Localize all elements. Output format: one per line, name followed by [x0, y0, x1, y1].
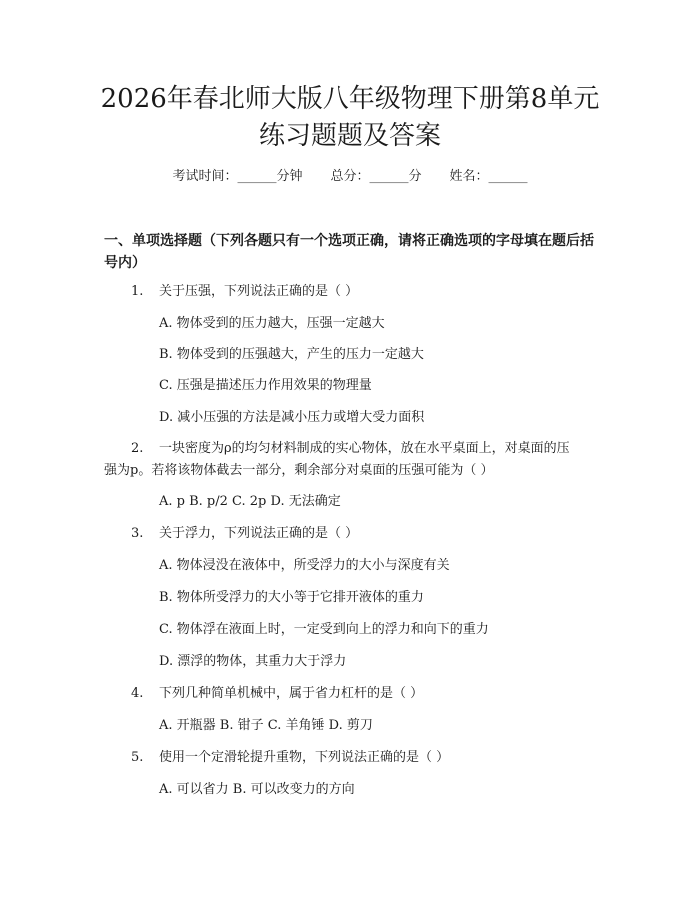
document-title-line-2: 练习题题及答案 — [258, 121, 441, 151]
question-5-stem — [131, 749, 449, 767]
exam-info-row — [0, 168, 700, 186]
question-4-stem — [131, 685, 423, 703]
question-1-option-b: B. 物体受到的压强越大，产生的压力一定越大 — [159, 347, 424, 362]
question-number: 2. — [131, 441, 144, 456]
question-3-stem — [131, 525, 358, 543]
question-1-option-c: C. 压强是描述压力作用效果的物理量 — [159, 378, 372, 393]
question-number: 4. — [131, 686, 144, 701]
section-heading-line-2: 号内） — [104, 255, 146, 271]
question-1-option-d: D. 减小压强的方法是减小压力或增大受力面积 — [159, 410, 425, 425]
question-3-option-b: B. 物体所受浮力的大小等于它排开液体的重力 — [159, 590, 424, 605]
question-text: 一块密度为ρ的均匀材料制成的实心物体，放在水平桌面上，对桌面的压 — [159, 441, 570, 456]
question-text: 关于压强，下列说法正确的是（ ） — [159, 284, 359, 299]
question-number: 1. — [131, 284, 144, 299]
question-number: 5. — [131, 750, 144, 765]
question-text: 使用一个定滑轮提升重物，下列说法正确的是（ ） — [159, 750, 450, 765]
question-3-option-d: D. 漂浮的物体，其重力大于浮力 — [159, 654, 347, 669]
section-heading-single-choice — [104, 230, 604, 274]
question-2-stem-line-2: 强为p。若将该物体截去一部分，剩余部分对桌面的压强可能为（ ） — [104, 463, 494, 478]
question-2-options: A. p B. p/2 C. 2p D. 无法确定 — [159, 494, 341, 509]
question-text: 下列几种简单机械中，属于省力杠杆的是（ ） — [159, 686, 424, 701]
question-number: 3. — [131, 526, 144, 541]
question-5-options: A. 可以省力 B. 可以改变力的方向 — [159, 782, 355, 797]
exam-time-field: 考试时间：______分钟 — [172, 169, 303, 184]
document-title-line-1: 2026年春北师大版八年级物理下册第8单元 — [100, 84, 600, 114]
question-1-option-a: A. 物体受到的压力越大，压强一定越大 — [159, 316, 385, 331]
question-4-options: A. 开瓶器 B. 钳子 C. 羊角锤 D. 剪刀 — [159, 718, 373, 733]
question-1-stem — [131, 283, 358, 301]
question-text: 关于浮力，下列说法正确的是（ ） — [159, 526, 359, 541]
total-score-field: 总分：______分 — [330, 169, 422, 184]
question-3-option-c: C. 物体浮在液面上时，一定受到向上的浮力和向下的重力 — [159, 622, 489, 637]
question-2-stem-line-1 — [131, 440, 570, 458]
question-3-option-a: A. 物体浸没在液体中，所受浮力的大小与深度有关 — [159, 558, 450, 573]
section-heading-line-1: 一、单项选择题（下列各题只有一个选项正确，请将正确选项的字母填在题后括 — [104, 233, 594, 249]
student-name-field: 姓名：______ — [449, 169, 528, 184]
